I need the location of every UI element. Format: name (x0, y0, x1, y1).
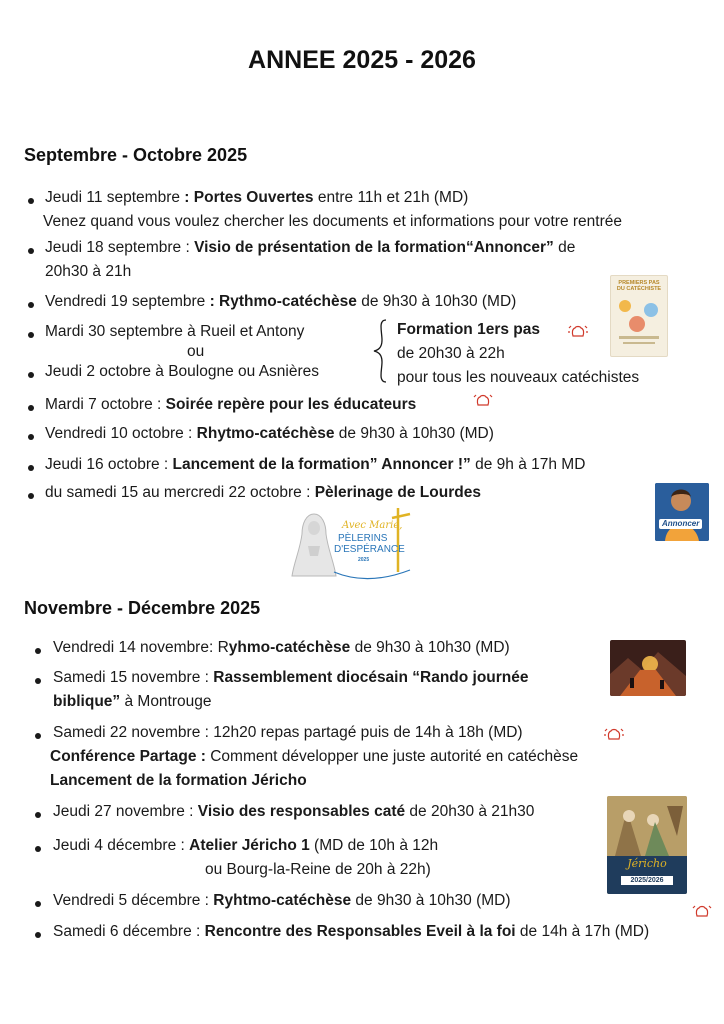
book-cover-premiers-pas (610, 275, 668, 357)
bell-icon (692, 903, 712, 921)
event-samedi-22nov: Samedi 22 novembre : 12h20 repas partagé puis de 14h à 18h (MD) (53, 724, 523, 741)
page-title: ANNEE 2025 - 2026 (248, 46, 476, 74)
bullet (28, 248, 34, 254)
bullet (35, 901, 41, 907)
event-pelerinage-lourdes: du samedi 15 au mercredi 22 octobre : Pèlerinage de Lourdes (45, 484, 481, 501)
rando-painting (610, 640, 686, 696)
event-mardi-30-sept: Mardi 30 septembre à Rueil et Antony (45, 323, 305, 340)
lourdes-line2: D'ESPÉRANCE (334, 544, 405, 555)
lourdes-pilgrimage-logo (288, 506, 418, 582)
jericho-cover (607, 796, 687, 894)
bullet (35, 733, 41, 739)
bullet (35, 678, 41, 684)
event-formation-1ers-pas: Formation 1ers pas (397, 321, 540, 338)
event-rythmo-19sept: Vendredi 19 septembre : Rythmo-catéchèse de 9h30 à 10h30 (MD) (45, 293, 517, 310)
annoncer-label: Annoncer (659, 519, 702, 529)
event-rassemblement: Samedi 15 novembre : Rassemblement diocésain “Rando journée (53, 669, 529, 686)
annoncer-figure-icon (655, 483, 709, 541)
bell-icon (604, 726, 624, 744)
bullet (28, 332, 34, 338)
bullet (28, 465, 34, 471)
event-eveil-foi: Samedi 6 décembre : Rencontre des Responsables Eveil à la foi de 14h à 17h (MD) (53, 923, 650, 940)
book-illustration-icon (611, 292, 667, 352)
event-formation-audience: pour tous les nouveaux catéchistes (397, 369, 640, 386)
event-portes-ouvertes-detail: Venez quand vous voulez chercher les documents et informations pour votre rentrée (43, 213, 622, 230)
bullet (28, 302, 34, 308)
bell-icon (568, 323, 588, 341)
curly-brace-icon (372, 318, 394, 384)
bullet (35, 932, 41, 938)
event-atelier-jericho-line2: ou Bourg-la-Reine de 20h à 22h) (205, 861, 431, 878)
event-lancement-annoncer: Jeudi 16 octobre : Lancement de la formation” Annoncer !” de 9h à 17h MD (45, 456, 586, 473)
event-rythmo-14nov: Vendredi 14 novembre: Ryhmo-catéchèse de 9h30 à 10h30 (MD) (53, 639, 510, 656)
annoncer-cover (655, 483, 709, 541)
bullet (28, 434, 34, 440)
landscape-illustration-icon (610, 640, 686, 696)
event-rassemblement-line2: biblique” à Montrouge (53, 693, 212, 710)
event-visio-responsables: Jeudi 27 novembre : Visio des responsables caté de 20h30 à 21h30 (53, 803, 535, 820)
event-visio-annoncer-time: 20h30 à 21h (45, 263, 132, 280)
event-conference-partage: Conférence Partage : Comment développer une juste autorité en catéchèse (50, 748, 579, 765)
book-title-line2: DU CATÉCHISTE (616, 286, 662, 292)
event-ou: ou (187, 343, 205, 360)
event-formation-time: de 20h30 à 22h (397, 345, 505, 362)
event-jeudi-2-oct: Jeudi 2 octobre à Boulogne ou Asnières (45, 363, 320, 380)
bullet (28, 493, 34, 499)
event-atelier-jericho: Jeudi 4 décembre : Atelier Jéricho 1 (MD de 10h à 12h (53, 837, 439, 854)
event-portes-ouvertes: Jeudi 11 septembre : Portes Ouvertes entre 11h et 21h (MD) (45, 189, 469, 206)
section-heading-nov-dec: Novembre - Décembre 2025 (24, 598, 261, 618)
book-title-line1: PREMIERS PAS (618, 280, 660, 286)
bullet (35, 846, 41, 852)
bullet (35, 812, 41, 818)
bullet (28, 198, 34, 204)
bullet (28, 372, 34, 378)
lourdes-line1: PÈLERINS (338, 533, 388, 544)
event-soiree-educateurs: Mardi 7 octobre : Soirée repère pour les éducateurs (45, 396, 417, 413)
lourdes-year: 2025 (358, 557, 370, 563)
jericho-brand: Jéricho (627, 857, 667, 870)
event-rythmo-5dec: Vendredi 5 décembre : Ryhtmo-catéchèse de 9h30 à 10h30 (MD) (53, 892, 511, 909)
bullet (28, 405, 34, 411)
bullet (35, 648, 41, 654)
bell-icon (473, 392, 493, 410)
event-lancement-jericho: Lancement de la formation Jéricho (50, 772, 307, 789)
jericho-years: 2025/2026 (621, 876, 673, 885)
event-rythmo-10oct: Vendredi 10 octobre : Rhytmo-catéchèse de 9h30 à 10h30 (MD) (45, 425, 494, 442)
event-visio-annoncer: Jeudi 18 septembre : Visio de présentation de la formation“Annoncer” de (45, 239, 576, 256)
section-heading-sept-oct: Septembre - Octobre 2025 (24, 145, 248, 165)
lourdes-script: Avec Marie, (342, 520, 403, 531)
